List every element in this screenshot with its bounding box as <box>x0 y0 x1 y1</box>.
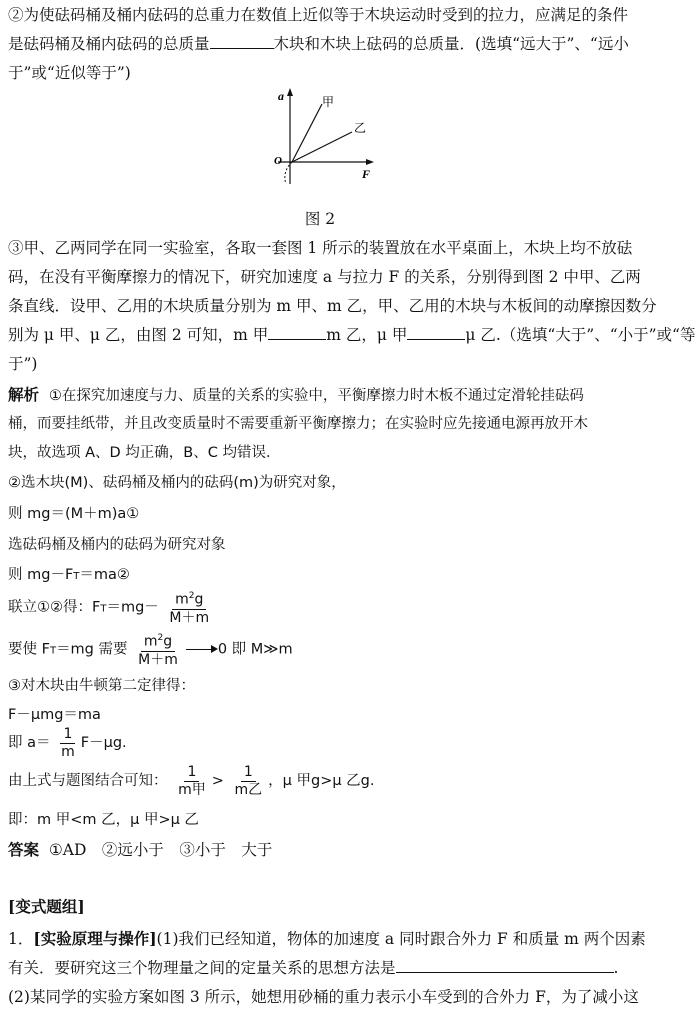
equation-4-sub: T <box>49 645 57 657</box>
fraction-1-over-m <box>58 726 78 761</box>
q2-text-2b: 木块和木块上砝码的总质量．(选填“远大于”、“远小 <box>273 35 629 53</box>
variant-q1-number: 1． <box>8 930 34 948</box>
equation-4-b: ＝mg 需要 <box>56 641 128 658</box>
q2-line-1 <box>8 4 632 26</box>
equation-2-a: 则 mg－F <box>8 567 74 583</box>
analysis-text-1b: 桶，而要挂纸带，并且改变质量时不需要重新平衡摩擦力；在实验时应先接通电源再放开木 <box>8 416 588 432</box>
q2-text-1: ②为使砝码桶及桶内砝码的总重力在数值上近似等于木块运动时受到的拉力，应满足的条件 <box>8 6 629 24</box>
fraction-1-over-myi <box>232 764 266 799</box>
y-axis-arrow <box>287 88 293 96</box>
answer-label: 答案 <box>8 840 40 859</box>
figure-2-graph <box>270 84 380 194</box>
frac4-num: 1 <box>184 764 199 782</box>
analysis-line-5 <box>8 534 632 556</box>
q3-text-5a: m 乙，μ 甲 <box>326 326 408 344</box>
analysis-text-2: ②选木块(M)、砝码桶及桶内的砝码(m)为研究对象， <box>8 475 346 491</box>
q3-line-4 <box>8 324 695 346</box>
analysis-eq6 <box>8 724 632 762</box>
equation-7-gt: > <box>211 773 224 789</box>
analysis-eq2 <box>8 564 632 588</box>
q3-text-6: 于”) <box>8 355 38 373</box>
frac4-den: m甲 <box>178 781 206 798</box>
line-yi <box>292 132 352 162</box>
equation-6-b: F－μg. <box>80 735 127 751</box>
variant-q1-text-c: 有关．要研究这三个物理量之间的定量关系的思想方法是 <box>8 959 396 977</box>
analysis-line-3 <box>8 442 632 464</box>
equation-3-a: 联立①②得：F <box>8 599 101 616</box>
figure-caption: 图 2 <box>304 210 336 228</box>
variant-header <box>8 896 632 918</box>
frac5-den: m乙 <box>234 781 263 798</box>
variant-q1-text-b: (1)我们已经知道，物体的加速度 a 同时跟合外力 F 和质量 m 两个因素 <box>156 930 646 948</box>
fraction-m2g-over-mplusm-2 <box>135 630 181 669</box>
analysis-text-3: 选砝码桶及桶内的砝码为研究对象 <box>8 537 226 553</box>
equation-2-sub: T <box>73 571 80 582</box>
answer-text: ①AD ②远小于 ③小于 大于 <box>48 841 273 859</box>
x-axis-arrow <box>366 159 374 165</box>
equation-5: F－μmg＝ma <box>8 707 101 723</box>
analysis-eq8 <box>8 809 632 831</box>
analysis-label: 解析 <box>8 385 40 404</box>
fraction-m2g-over-mplusm <box>166 588 212 627</box>
q3-text-5b: μ 乙.（选填“大于”、“小于”或“等 <box>465 326 695 344</box>
analysis-eq3 <box>8 588 632 628</box>
variant-q2-text: (2)某同学的实验方案如图 3 所示，她想用砂桶的重力表示小车受到的合外力 F，为了减小这 <box>8 988 639 1006</box>
q3-line-6 <box>8 353 632 375</box>
equation-2-b: ＝ma② <box>79 567 130 583</box>
answer-line <box>8 839 632 861</box>
q3-text-3: 条直线．设甲、乙用的木块质量分别为 m 甲、m 乙，甲、乙用的木块与木板间的动摩擦因数分 <box>8 297 657 315</box>
tends-to-arrow <box>186 649 216 650</box>
analysis-eq1 <box>8 503 632 525</box>
analysis-eq4 <box>8 630 632 670</box>
frac3-den: m <box>61 743 75 760</box>
equation-8: 即：m 甲<m 乙，μ 甲>μ 乙 <box>8 812 199 828</box>
x-axis-label: F <box>362 167 371 181</box>
frac-den: M＋m <box>169 609 210 626</box>
frac2-num-sup: 2 <box>157 633 164 643</box>
q3-text-2: 码，在没有平衡摩擦力的情况下，研究加速度 a 与拉力 F 的关系，分别得到图 2 中甲、乙两 <box>8 268 641 286</box>
equation-3-b: ＝mg－ <box>106 599 159 616</box>
origin-label: O <box>274 155 282 167</box>
analysis-line-2 <box>8 413 632 435</box>
equation-3-sub: T <box>100 603 107 615</box>
analysis-eq7 <box>8 762 632 800</box>
variant-q1-line-2 <box>8 957 632 979</box>
equation-4-c: 0 即 M≫m <box>217 641 293 658</box>
label-yi: 乙 <box>354 121 367 135</box>
analysis-text-1a: ①在探究加速度与力、质量的关系的实验中，平衡摩擦力时木板不通过定滑轮挂砝码 <box>48 388 584 404</box>
q3-blank-mu[interactable] <box>407 324 465 340</box>
frac-num-g: g <box>194 591 204 608</box>
q3-text-4: 别为 μ 甲、μ 乙，由图 2 可知，m 甲 <box>8 326 269 344</box>
analysis-text-1c: 块，故选项 A、D 均正确，B、C 均错误． <box>8 445 281 461</box>
frac5-num: 1 <box>241 764 256 782</box>
variant-q1-line-1 <box>8 928 646 950</box>
equation-7-a: 由上式与题图结合可知： <box>8 773 168 789</box>
fraction-1-over-mjia <box>175 764 209 799</box>
q2-answer-blank[interactable] <box>210 33 274 49</box>
frac3-num: 1 <box>60 726 75 744</box>
equation-6-a: 即 a＝ <box>8 735 51 751</box>
q2-line-2 <box>8 33 632 55</box>
variant-q2-line-1 <box>8 986 639 1008</box>
analysis-eq5 <box>8 704 632 726</box>
q2-text-3: 于”或“近似等于”) <box>8 64 131 82</box>
variant-q1-tag: [实验原理与操作] <box>33 929 157 948</box>
equation-1: 则 mg＝(M＋m)a① <box>8 506 140 522</box>
q3-blank-mass[interactable] <box>268 324 326 340</box>
analysis-line-6 <box>8 675 632 697</box>
variant-q1-blank[interactable] <box>396 957 614 973</box>
q3-line-1 <box>8 237 632 259</box>
frac-num-sup: 2 <box>188 591 195 601</box>
frac-num-m: m <box>175 591 189 608</box>
label-jia: 甲 <box>322 95 335 109</box>
analysis-line-4 <box>8 472 632 494</box>
equation-4-a: 要使 F <box>8 641 50 658</box>
frac2-den: M＋m <box>138 651 178 668</box>
q2-line-3 <box>8 62 632 84</box>
line-jia <box>292 104 322 162</box>
dashed-extension <box>285 162 292 184</box>
analysis-line-1 <box>8 384 632 407</box>
q3-line-3 <box>8 295 657 317</box>
frac2-num-g: g <box>163 633 173 650</box>
frac2-num-m: m <box>143 633 158 650</box>
variant-header-text: [变式题组] <box>8 897 85 916</box>
q3-line-2 <box>8 266 641 288</box>
q2-text-2a: 是砝码桶及桶内砝码的总质量 <box>8 35 210 53</box>
analysis-text-4: ③对木块由牛顿第二定律得： <box>8 678 195 694</box>
y-axis-label: a <box>278 89 284 103</box>
q3-text-1: ③甲、乙两同学在同一实验室，各取一套图 1 所示的装置放在水平桌面上，木块上均不放砝 <box>8 239 633 257</box>
variant-q1-period: . <box>613 959 619 977</box>
equation-7-b: ，μ 甲g>μ 乙g. <box>268 773 375 789</box>
